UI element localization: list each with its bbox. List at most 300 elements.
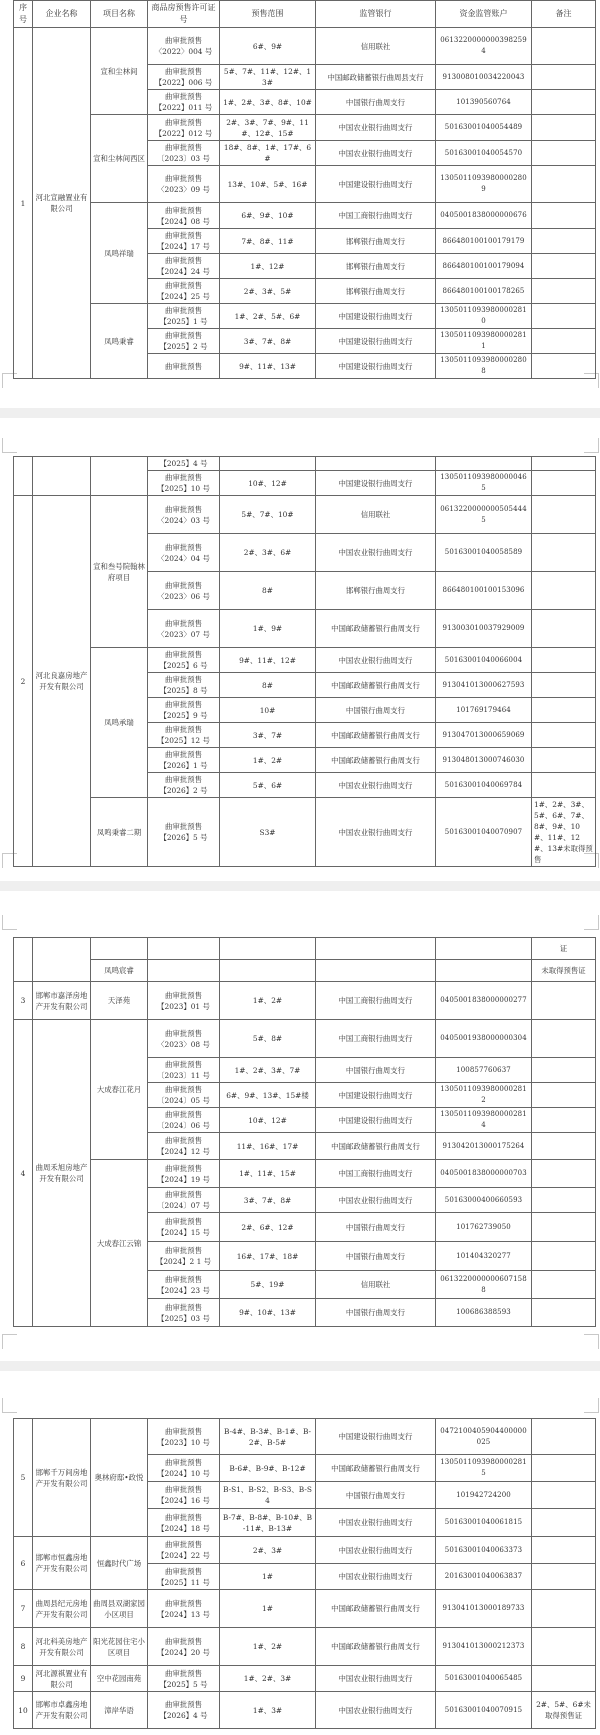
escrow-account: 50163001040054570 <box>436 141 532 166</box>
remark <box>532 115 596 141</box>
remark <box>532 1482 596 1509</box>
license-number: 曲审批预售 〔2024〕05 号 <box>148 1083 220 1108</box>
supervising-bank: 信用联社 <box>316 496 436 534</box>
license-number: 曲审批预售 〈2023〉09 号 <box>148 166 220 203</box>
remark <box>532 28 596 65</box>
escrow-account: 50163001040066004 <box>436 648 532 673</box>
supervising-bank: 邯郸银行曲周支行 <box>316 254 436 279</box>
company-name: 河北宣融置业有限公司 <box>33 28 91 379</box>
escrow-account: 20163001040063837 <box>436 1564 532 1590</box>
remark <box>532 496 596 534</box>
project-name: 大成春江花月 <box>91 1020 148 1160</box>
table-row <box>14 496 596 534</box>
license-number <box>148 938 220 960</box>
escrow-account: 06132200000003982594 <box>436 28 532 65</box>
supervising-bank: 中国农业银行曲周支行 <box>316 648 436 673</box>
remark: 2#、5#、6#未取得预售证 <box>532 1692 596 1729</box>
license-number: 曲审批预售 【2024】19 号 <box>148 1160 220 1188</box>
presale-range <box>220 938 316 960</box>
escrow-account: 0405001938000000304 <box>436 1020 532 1058</box>
escrow-account: 50163000400660593 <box>436 1188 532 1213</box>
escrow-account <box>436 938 532 960</box>
escrow-account: 101942724200 <box>436 1482 532 1509</box>
escrow-account: 100686388593 <box>436 1299 532 1327</box>
presale-range: B-6#、B-9#、B-12# <box>220 1455 316 1482</box>
remark <box>532 748 596 773</box>
remark <box>532 304 596 329</box>
presale-range: 1#、12# <box>220 254 316 279</box>
project-name: 凤鸣秉睿二期 <box>91 798 148 867</box>
remark <box>532 1628 596 1666</box>
table-row <box>14 982 596 1020</box>
table-row <box>14 457 596 471</box>
row-number: 7 <box>14 1590 33 1628</box>
table-row <box>14 1160 596 1188</box>
company-name: 邯郸市嘉泽房地产开发有限公司 <box>33 982 91 1020</box>
remark <box>532 229 596 254</box>
license-number: 曲审批预售 【2024】2 1 号 <box>148 1242 220 1271</box>
project-name: 宣和尘林间西区 <box>91 115 148 203</box>
remark <box>532 65 596 90</box>
presale-range: 7#、8#、11# <box>220 229 316 254</box>
remark <box>532 457 596 471</box>
project-name <box>91 938 148 960</box>
license-number: 曲审批预售 【2024】20 号 <box>148 1628 220 1666</box>
remark <box>532 254 596 279</box>
remark <box>532 673 596 698</box>
header-cell: 序号 <box>14 1 33 28</box>
presale-range: 9#、10#、13# <box>220 1299 316 1327</box>
license-number: 曲审批预售 〈2024〉04 号 <box>148 534 220 572</box>
row-number: 6 <box>14 1537 33 1590</box>
license-number: 曲审批预售 【2025】6 号 <box>148 648 220 673</box>
row-number: 5 <box>14 1419 33 1537</box>
row-number: 1 <box>14 28 33 379</box>
supervising-bank: 中国建设银行曲周支行 <box>316 1083 436 1108</box>
remark <box>532 1509 596 1537</box>
remark: 证 <box>532 938 596 960</box>
license-number: 曲审批预售 【2024】24 号 <box>148 254 220 279</box>
license-number: 曲审批预售 【2025】8 号 <box>148 673 220 698</box>
license-number: 曲审批预售 【2025】9 号 <box>148 698 220 723</box>
license-number: 曲审批预售 〈2023〉06 号 <box>148 572 220 610</box>
license-number: 曲审批预售 【2025】11 号 <box>148 1564 220 1590</box>
supervising-bank: 中国农业银行曲周支行 <box>316 1188 436 1213</box>
supervising-bank: 中国建设银行曲周支行 <box>316 329 436 354</box>
supervising-bank: 中国建设银行曲周支行 <box>316 1108 436 1133</box>
license-number: 曲审批预售 【2024】13 号 <box>148 1590 220 1628</box>
table-row <box>14 1537 596 1564</box>
escrow-account: 866480100100179094 <box>436 254 532 279</box>
remark <box>532 90 596 115</box>
escrow-account: 0405001838000000703 <box>436 1160 532 1188</box>
license-number: 曲审批预售 〈2024〉03 号 <box>148 496 220 534</box>
supervising-bank <box>316 457 436 471</box>
supervising-bank: 中国邮政储蓄银行曲周支行 <box>316 748 436 773</box>
presale-range: 1#、2#、3# <box>220 1666 316 1692</box>
escrow-account: 0405001838000000277 <box>436 982 532 1020</box>
table-row <box>14 1590 596 1628</box>
page-corner-mark <box>2 1398 17 1413</box>
presale-range: 9#、11#、12# <box>220 648 316 673</box>
supervising-bank: 中国建设银行曲周支行 <box>316 354 436 379</box>
escrow-account: 13050110939800002812 <box>436 1083 532 1108</box>
supervising-bank: 中国农业银行曲周支行 <box>316 1509 436 1537</box>
supervising-bank: 中国农业银行曲周支行 <box>316 141 436 166</box>
presale-table-page-2 <box>13 456 596 867</box>
remark <box>532 1083 596 1108</box>
company-name: 邯郸市恒鑫房地产开发有限公司 <box>33 1537 91 1590</box>
license-number: 曲审批预售 〔2023〕03 号 <box>148 141 220 166</box>
project-name: 凤鸣秉睿 <box>91 304 148 379</box>
supervising-bank: 信用联社 <box>316 28 436 65</box>
presale-range: 11#、16#、17# <box>220 1133 316 1160</box>
license-number: 曲审批预售 【2025】10 号 <box>148 471 220 496</box>
header-cell: 资金监管账户 <box>436 1 532 28</box>
presale-range: 1#、2# <box>220 982 316 1020</box>
remark <box>532 534 596 572</box>
supervising-bank: 中国银行曲周支行 <box>316 1213 436 1242</box>
presale-range: 1# <box>220 1564 316 1590</box>
project-name: 空中花园南苑 <box>91 1666 148 1692</box>
supervising-bank: 邯郸银行曲周支行 <box>316 279 436 304</box>
license-number: 曲审批预售 〈2022〉004 号 <box>148 28 220 65</box>
escrow-account: 50163001040069784 <box>436 773 532 798</box>
supervising-bank: 中国银行曲周支行 <box>316 1482 436 1509</box>
presale-range: 8# <box>220 673 316 698</box>
remark <box>532 572 596 610</box>
escrow-account: 100857760637 <box>436 1058 532 1083</box>
escrow-account: 913003010037929009 <box>436 610 532 648</box>
remark <box>532 698 596 723</box>
presale-range: 10# <box>220 698 316 723</box>
presale-range: B-S1、B-S2、B-S3、B-S4 <box>220 1482 316 1509</box>
license-number: 曲审批预售 〔2023〕11 号 <box>148 1058 220 1083</box>
remark <box>532 773 596 798</box>
presale-table-page-4 <box>13 1418 596 1729</box>
remark <box>532 1537 596 1564</box>
remark <box>532 1666 596 1692</box>
table-row <box>14 1419 596 1455</box>
escrow-account: 913041013000189733 <box>436 1590 532 1628</box>
license-number: 曲审批预售 【2022】012 号 <box>148 115 220 141</box>
page-corner-mark <box>2 1334 17 1349</box>
supervising-bank: 中国农业银行曲周支行 <box>316 115 436 141</box>
license-number: 曲审批预售 【2024】25 号 <box>148 279 220 304</box>
license-number: 曲审批预售 【2024】08 号 <box>148 203 220 229</box>
header-cell: 预售范围 <box>220 1 316 28</box>
row-number: 2 <box>14 496 33 867</box>
supervising-bank: 中国银行曲周支行 <box>316 698 436 723</box>
escrow-account: 913008010034220043 <box>436 65 532 90</box>
supervising-bank: 中国建设银行曲周支行 <box>316 166 436 203</box>
remark <box>532 1271 596 1299</box>
supervising-bank <box>316 938 436 960</box>
supervising-bank: 中国农业银行曲周支行 <box>316 1564 436 1590</box>
remark <box>532 1419 596 1455</box>
table-row <box>14 938 596 960</box>
license-number: 曲审批预售 〈2023〉08 号 <box>148 1020 220 1058</box>
presale-range: S3# <box>220 798 316 867</box>
presale-range: 16#、17#、18# <box>220 1242 316 1271</box>
escrow-account: 13050110939800000465 <box>436 471 532 496</box>
remark <box>532 1564 596 1590</box>
remark <box>532 648 596 673</box>
license-number: 曲审批预售 【2024】23 号 <box>148 1271 220 1299</box>
company-name: 曲周禾旭房地产开发有限公司 <box>33 1020 91 1327</box>
supervising-bank: 中国工商银行曲周支行 <box>316 1160 436 1188</box>
table-row <box>14 115 596 141</box>
supervising-bank: 中国农业银行曲周支行 <box>316 773 436 798</box>
presale-range: 2#、3# <box>220 1537 316 1564</box>
presale-range: 1#、3# <box>220 1692 316 1729</box>
table-row <box>14 1692 596 1729</box>
license-number: 曲审批预售 【2024】18 号 <box>148 1509 220 1537</box>
project-name: 奥林府邸•政悦 <box>91 1419 148 1537</box>
project-name: 恒鑫时代广场 <box>91 1537 148 1590</box>
supervising-bank: 中国农业银行曲周支行 <box>316 1666 436 1692</box>
project-name: 宣和叁号院翰林府项目 <box>91 496 148 648</box>
supervising-bank: 中国农业银行曲周支行 <box>316 534 436 572</box>
presale-range: 6#、9#、13#、15#楼 <box>220 1083 316 1108</box>
row-number: 10 <box>14 1692 33 1729</box>
project-name: 曲周县双湖家园小区项目 <box>91 1590 148 1628</box>
supervising-bank: 中国建设银行曲周支行 <box>316 1419 436 1455</box>
company-name: 邯郸千万间房地产开发有限公司 <box>33 1419 91 1537</box>
supervising-bank: 中国邮政储蓄银行曲周支行 <box>316 723 436 748</box>
escrow-account: 13050110939800002814 <box>436 1108 532 1133</box>
project-name: 凤鸣祥瑞 <box>91 203 148 304</box>
row-number: 4 <box>14 1020 33 1327</box>
escrow-account <box>436 960 532 982</box>
escrow-account: 13050110939800002809 <box>436 166 532 203</box>
table-row <box>14 1020 596 1058</box>
remark <box>532 141 596 166</box>
row-number: 8 <box>14 1628 33 1666</box>
remark <box>532 354 596 379</box>
company-name: 曲周县纪元房地产开发有限公司 <box>33 1590 91 1628</box>
presale-range: 5#、6# <box>220 773 316 798</box>
header-cell: 备注 <box>532 1 596 28</box>
remark <box>532 1455 596 1482</box>
table-header-row <box>14 1 596 28</box>
escrow-account: 06132200000006071588 <box>436 1271 532 1299</box>
presale-range: 6#、9# <box>220 28 316 65</box>
remark: 未取得预售证 <box>532 960 596 982</box>
escrow-account: 06132200000005054445 <box>436 496 532 534</box>
escrow-account: 913047013000659069 <box>436 723 532 748</box>
project-name: 凤鸣宸睿 <box>91 960 148 982</box>
escrow-account: 13050110939800002808 <box>436 354 532 379</box>
project-name: 漳岸华语 <box>91 1692 148 1729</box>
presale-range: 10#、12# <box>220 471 316 496</box>
supervising-bank: 中国邮政储蓄银行曲周支行 <box>316 673 436 698</box>
presale-range <box>220 960 316 982</box>
license-number: 曲审批预售 〈2023〉07 号 <box>148 610 220 648</box>
page-corner-mark <box>2 915 17 930</box>
supervising-bank: 中国银行曲周支行 <box>316 1299 436 1327</box>
license-number: 曲审批预售 【2025】2 号 <box>148 329 220 354</box>
row-number <box>14 938 33 982</box>
company-name: 河北良嘉房地产开发有限公司 <box>33 496 91 867</box>
license-number: 曲审批预售 〔2024〕07 号 <box>148 1188 220 1213</box>
table-row <box>14 28 596 65</box>
remark <box>532 1058 596 1083</box>
escrow-account: 0405001838000000676 <box>436 203 532 229</box>
presale-table-page-1 <box>13 0 596 379</box>
presale-range: 1#、2#、5#、6# <box>220 304 316 329</box>
project-name: 阳光花园住宅小区项目 <box>91 1628 148 1666</box>
presale-range: B-4#、B-3#、B-1#、B-2#、B-5# <box>220 1419 316 1455</box>
presale-range: 18#、8#、1#、17#、6# <box>220 141 316 166</box>
remark: 1#、2#、3#、5#、6#、7#、8#、9#、10#、11#、12#、13#未取得预售 <box>532 798 596 867</box>
header-cell: 监管银行 <box>316 1 436 28</box>
escrow-account: 50163001040061815 <box>436 1509 532 1537</box>
remark <box>532 982 596 1020</box>
escrow-account: 866480100100178265 <box>436 279 532 304</box>
table-row <box>14 203 596 229</box>
presale-table-page-3 <box>13 937 596 1327</box>
company-name: 河北科美房地产开发有限公司 <box>33 1628 91 1666</box>
presale-range: 13#、10#、5#、16# <box>220 166 316 203</box>
license-number: 曲审批预售 〔2024〕06 号 <box>148 1108 220 1133</box>
escrow-account: 50163001040054489 <box>436 115 532 141</box>
supervising-bank: 中国农业银行曲周支行 <box>316 1692 436 1729</box>
supervising-bank: 中国农业银行曲周支行 <box>316 1537 436 1564</box>
supervising-bank: 中国工商银行曲周支行 <box>316 982 436 1020</box>
presale-range: 5#、19# <box>220 1271 316 1299</box>
table-row <box>14 960 596 982</box>
page-corner-mark <box>584 1334 599 1349</box>
page-corner-mark <box>584 915 599 930</box>
presale-range <box>220 457 316 471</box>
license-number: 曲审批预售 <box>148 354 220 379</box>
remark <box>532 471 596 496</box>
company-name: 邯郸市卓鑫房地产开发有限公司 <box>33 1692 91 1729</box>
presale-range: 2#、3#、5# <box>220 279 316 304</box>
presale-range: 9#、11#、13# <box>220 354 316 379</box>
table-row <box>14 1628 596 1666</box>
presale-range: 1#、2#、3#、7# <box>220 1058 316 1083</box>
escrow-account: 13050110939800002815 <box>436 1455 532 1482</box>
escrow-account: 50163001040058589 <box>436 534 532 572</box>
remark <box>532 1133 596 1160</box>
page-corner-mark <box>584 438 599 453</box>
supervising-bank: 中国农业银行曲周支行 <box>316 798 436 867</box>
escrow-account: 13050110939800002811 <box>436 329 532 354</box>
remark <box>532 1299 596 1327</box>
supervising-bank: 中国银行曲周支行 <box>316 1058 436 1083</box>
header-cell: 企业名称 <box>33 1 91 28</box>
presale-range: 1# <box>220 1590 316 1628</box>
escrow-account: 866480100100153096 <box>436 572 532 610</box>
license-number: 曲审批预售 【2022】011 号 <box>148 90 220 115</box>
remark <box>532 166 596 203</box>
escrow-account: 101769179464 <box>436 698 532 723</box>
supervising-bank: 中国建设银行曲周支行 <box>316 471 436 496</box>
supervising-bank: 中国邮政储蓄银行曲周支行 <box>316 1590 436 1628</box>
license-number: 曲审批预售 【2026】1 号 <box>148 748 220 773</box>
presale-range: 1#、2# <box>220 1628 316 1666</box>
license-number: 曲审批预售 【2026】4 号 <box>148 1692 220 1729</box>
supervising-bank <box>316 960 436 982</box>
remark <box>532 279 596 304</box>
escrow-account: 101390560764 <box>436 90 532 115</box>
license-number: 曲审批预售 【2024】12 号 <box>148 1133 220 1160</box>
page-corner-mark <box>584 1398 599 1413</box>
presale-range: 5#、8# <box>220 1020 316 1058</box>
remark <box>532 1160 596 1188</box>
license-number: 曲审批预售 【2024】10 号 <box>148 1455 220 1482</box>
license-number: 曲审批预售 【2025】1 号 <box>148 304 220 329</box>
supervising-bank: 中国邮政储蓄银行曲周支行 <box>316 1133 436 1160</box>
supervising-bank: 中国工商银行曲周支行 <box>316 1020 436 1058</box>
license-number: 曲审批预售 【2025】5 号 <box>148 1666 220 1692</box>
row-number <box>14 457 33 496</box>
escrow-account: 50163001040065485 <box>436 1666 532 1692</box>
presale-range: 3#、7# <box>220 723 316 748</box>
escrow-account: 913048013000746030 <box>436 748 532 773</box>
presale-range: 1#、2# <box>220 748 316 773</box>
project-name <box>91 457 148 496</box>
supervising-bank: 中国邮政储蓄银行曲周支行 <box>316 1455 436 1482</box>
presale-range: 5#、7#、10# <box>220 496 316 534</box>
remark <box>532 329 596 354</box>
supervising-bank: 邯郸银行曲周支行 <box>316 572 436 610</box>
escrow-account: 50163001040063373 <box>436 1537 532 1564</box>
escrow-account: 913041013000212373 <box>436 1628 532 1666</box>
page-corner-mark <box>2 438 17 453</box>
page-separator <box>0 1361 600 1371</box>
presale-range: 1#、11#、15# <box>220 1160 316 1188</box>
row-number: 9 <box>14 1666 33 1692</box>
table-row <box>14 304 596 329</box>
presale-range: 2#、6#、12# <box>220 1213 316 1242</box>
remark <box>532 610 596 648</box>
remark <box>532 723 596 748</box>
supervising-bank: 中国邮政储蓄银行曲周支行 <box>316 1628 436 1666</box>
license-number: 曲审批预售 【2025】03 号 <box>148 1299 220 1327</box>
supervising-bank: 中国工商银行曲周支行 <box>316 203 436 229</box>
license-number: 曲审批预售 【2025】12 号 <box>148 723 220 748</box>
presale-range: 6#、9#、10# <box>220 203 316 229</box>
remark <box>532 203 596 229</box>
license-number: 曲审批预售 【2023】10 号 <box>148 1419 220 1455</box>
escrow-account: 50163001040070915 <box>436 1692 532 1729</box>
license-number: 【2025】4 号 <box>148 457 220 471</box>
license-number: 曲审批预售 【2026】2 号 <box>148 773 220 798</box>
project-name: 天泽苑 <box>91 982 148 1020</box>
supervising-bank: 信用联社 <box>316 1271 436 1299</box>
license-number: 曲审批预售 【2024】15 号 <box>148 1213 220 1242</box>
table-row <box>14 648 596 673</box>
license-number: 曲审批预售 【2026】5 号 <box>148 798 220 867</box>
remark <box>532 1108 596 1133</box>
escrow-account: 913042013000175264 <box>436 1133 532 1160</box>
supervising-bank: 邯郸银行曲周支行 <box>316 229 436 254</box>
header-cell: 商品房预售许可证号 <box>148 1 220 28</box>
escrow-account: 101762739050 <box>436 1213 532 1242</box>
page-separator <box>0 408 600 418</box>
company-name <box>33 938 91 982</box>
project-name: 大成春江云锦 <box>91 1160 148 1327</box>
company-name: 河北源祺置业有限公司 <box>33 1666 91 1692</box>
remark <box>532 1020 596 1058</box>
remark <box>532 1590 596 1628</box>
presale-range: 2#、3#、6# <box>220 534 316 572</box>
presale-range: 3#、7#、8# <box>220 329 316 354</box>
company-name <box>33 457 91 496</box>
